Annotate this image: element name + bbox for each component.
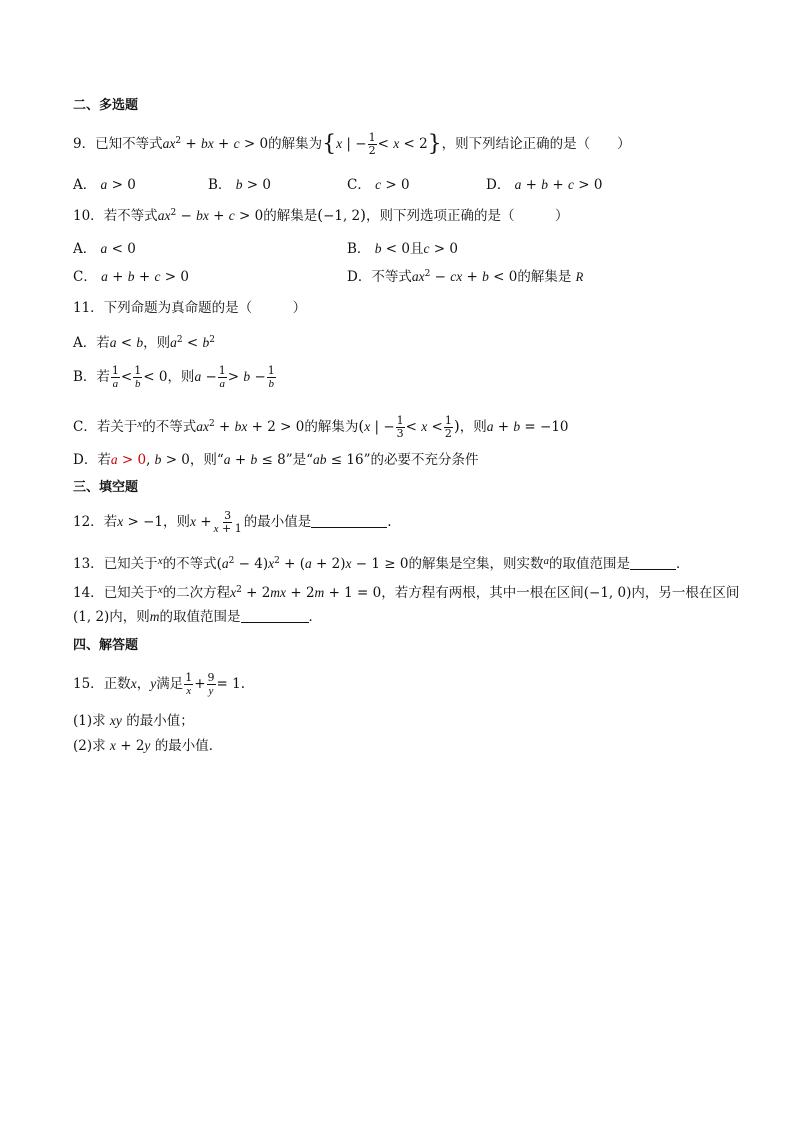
question-13-number: 13． [73, 556, 104, 572]
question-10-stem-a: 若不等式 [103, 208, 158, 224]
question-10-option-c[interactable]: C． a + b + c > 0 [73, 269, 189, 285]
question-10-option-b[interactable]: B． b < 0且c > 0 [347, 241, 458, 257]
question-11-stem: 下列命题为真命题的是（ ） [103, 300, 307, 316]
question-15-part-2: (2)求 x + 2y 的最小值． [73, 738, 223, 754]
question-9-stem-b: 的解集为 [268, 136, 323, 152]
question-12-answer-blank[interactable] [311, 513, 387, 528]
fraction-one-half: $\frac{1}{2}$ [368, 131, 376, 157]
question-12-number: 12． [73, 514, 104, 530]
section-title-solve: 四、解答题 [73, 638, 139, 653]
question-11-option-d[interactable]: D．若a > 0, b > 0，则“a + b ≤ 8”是“ab ≤ 16”的必要不充分条件 [73, 452, 479, 468]
question-11 [73, 298, 306, 318]
question-9-option-d[interactable]: D． a + b + c > 0 [486, 177, 603, 193]
question-11-option-c[interactable]: C．若关于$^x$的不等式$ax^2$ + bx + 2 > 0的解集为(x | − $\frac{1}{3}$ < x < $\frac{1}{2}$ )，则a + b = −10 [73, 414, 569, 440]
question-9 [73, 130, 631, 159]
question-11-option-a[interactable]: A．若a < b，则$a^2 < b^2$ [73, 335, 216, 351]
question-10-stem-c: ，则下列选项正确的是（ ） [366, 208, 569, 224]
question-11-option-b[interactable]: B．若 $\frac{1}{a}$ < $\frac{1}{b}$ < 0，则a − $\frac{1}{a}$ > b − $\frac{1}{b}$ [73, 364, 275, 390]
question-10-number: 10． [73, 208, 104, 224]
question-14: 14．已知关于$^x$的二次方程$x^2 + 2mx + 2m + 1 = 0$，若方程有两根，其中一根在区间(−1, 0)内，另一根在区间 [73, 584, 740, 601]
question-9-stem-a: 已知不等式 [95, 136, 163, 152]
question-10-option-d[interactable]: D．不等式$ax^2$ − cx + b < 0的解集是 R [347, 269, 584, 285]
question-11-number: 11． [73, 300, 104, 316]
question-9-option-a[interactable]: A． a > 0 [73, 177, 136, 193]
question-9-stem-c: ，则下列结论正确的是（ ） [441, 136, 631, 152]
question-14-number: 14． [73, 585, 104, 601]
question-9-option-b[interactable]: B． b > 0 [208, 177, 271, 193]
question-9-inequality: $ax^2$ + bx + c > 0 [162, 136, 269, 152]
question-15-number: 15． [73, 676, 104, 692]
question-10-stem-b: 的解集是 [263, 208, 318, 224]
section-title-fill-in: 三、填空题 [73, 480, 139, 495]
question-9-solution-set: {x | − $\frac{1}{2}$ < x < 2} [322, 131, 442, 157]
question-10-option-a[interactable]: A． a < 0 [73, 241, 136, 257]
question-15-part-1: (1)求 xy 的最小值； [73, 713, 194, 729]
section-title-multiple-choice: 二、多选题 [73, 98, 139, 113]
question-14-answer-blank[interactable] [241, 608, 309, 623]
question-14-line-2: (1, 2)内，则m的取值范围是 ． [73, 609, 323, 625]
question-13: 13．已知关于$^x$的不等式$(a^2 - 4)x^2 + (a + 2)x - 1 \ge 0$的解集是空集，则实数$^a$的取值范围是 ． [73, 555, 690, 572]
question-10: 10．若不等式$ax^2$ − bx + c > 0的解集是(−1, 2)，则下列选项正确的是（ ） [73, 206, 569, 224]
question-13-answer-blank[interactable] [630, 555, 676, 570]
question-15: 15．正数x，y满足 $\frac{1}{x}$ + $\frac{9}{y}$ = 1. [73, 671, 245, 697]
question-9-number: 9． [73, 136, 96, 152]
question-9-option-c[interactable]: C． c > 0 [347, 177, 410, 193]
question-12: 12．若x > −1，则x + $\frac{3}{x + 1}$ 的最小值是 . [73, 509, 392, 535]
